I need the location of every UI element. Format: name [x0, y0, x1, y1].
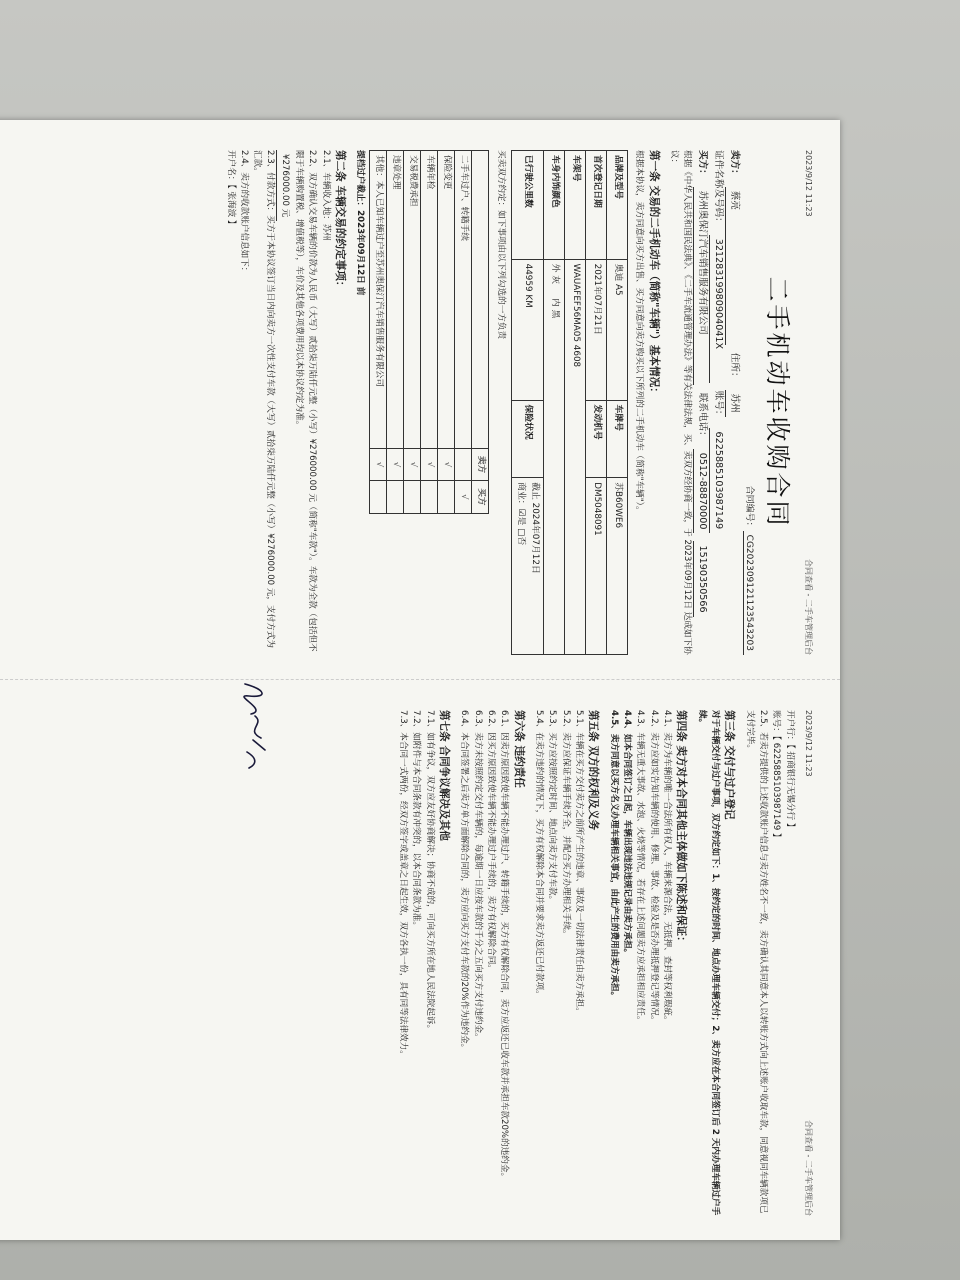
print-date: 2023/9/12 11:23: [804, 150, 813, 217]
page-header: [802, 710, 814, 1216]
page-header: [802, 150, 814, 655]
duties-header-item: [472, 151, 489, 449]
seller-acct-label: 账号：: [713, 390, 725, 420]
seller-id-label: 证件名称及号码：: [713, 150, 725, 227]
seller-id-row: [709, 150, 725, 655]
clause-2-2-amount: ¥276000.00 元: [276, 150, 290, 221]
engine-value: DM5048091: [586, 478, 607, 655]
vin-value: WAUAFEF56MA05 4608: [565, 259, 586, 654]
buyer-row: [693, 150, 709, 655]
clause-2-4: 2.4、卖方的收款账户信息如下：: [238, 150, 249, 276]
contract-page-2: [0, 680, 840, 1240]
article-4-title: 第四条 卖方对本合同其他主体做如下陈述和保证：: [675, 710, 688, 947]
seller-addr-label: 住所：: [728, 352, 740, 382]
clause-6-1: 6.1、因卖方原因致使车辆不能办理过户、转籍手续的，买方有权解除合同，卖方应返还已收车款并承担车款20%的违约金。: [499, 710, 510, 1182]
engine-label: 发动机号: [586, 400, 607, 478]
duty-seller-check: √: [421, 448, 438, 480]
seller-row: [725, 150, 741, 655]
plate-label: 车牌号: [607, 400, 628, 478]
article-3-title: 第三条 交付与过户登记: [723, 710, 736, 820]
duties-header-seller: 卖方: [472, 448, 489, 480]
clause-4-3: 4.3、车辆无重大事故、水泡、火烧等情况，若存在上述问题卖方应承担相应责任。: [635, 710, 646, 1025]
brand-label: 品牌及型号: [607, 151, 628, 260]
clause-5-4: 5.4、在卖方违约的情况下，买方有权解除本合同并要求卖方返还已付款项。: [534, 710, 545, 999]
header-source: 合同查看 - 二手车管理后台: [804, 1120, 813, 1216]
transfer-deadline: 提档过户截止：2023年09月12日 前: [355, 150, 366, 296]
buyer-mobile: 15190350566: [693, 541, 709, 616]
contract-title: 二手机动车收购合同: [762, 276, 792, 529]
clause-6-3: 6.3、卖方未按照约定交付车辆的，每逾期一日应按车款的千分之五向买方支付违约金。: [472, 710, 483, 1042]
contract-number-value: CG20230912112354320​3: [743, 531, 754, 655]
article-1-intro: 根据本协议，卖方同意向买方出售、买方同意向卖方购买以下所列的二手机动车（简称"车辆"）。: [634, 150, 645, 515]
color-exterior: 外 灰: [549, 263, 560, 284]
duties-table: [369, 150, 489, 514]
color-label: 车身内饰颜色: [544, 151, 565, 260]
table-row: [438, 151, 455, 514]
vin-label: 车架号: [565, 151, 586, 260]
buyer-label: 买方：: [697, 150, 709, 179]
contract-number: [741, 150, 755, 655]
clause-2-5: 2.5、若卖方提供的上述收款账户信息与卖方姓名不一致，卖方确认其同意本人以转账方式向上述账户收取车款，同意视同车辆款项已支付完毕。: [744, 710, 768, 1214]
duty-buyer-check: [421, 481, 438, 513]
table-row: [421, 151, 438, 514]
duty-seller-check: √: [387, 448, 404, 480]
clause-2-3: 2.3、付款方式：买方于本协议签订当日内向卖方一次性支付车款（大写）贰拾柒万陆仟元整（小写）¥276000.00 元，支付方式为汇款。: [252, 150, 276, 649]
duty-seller-check: √: [370, 448, 387, 480]
table-row: [404, 151, 421, 514]
reg-date-value: 2021年07月21日: [586, 259, 607, 400]
mileage-value: 44959 KM: [511, 259, 543, 400]
vehicle-info-table: [511, 150, 628, 655]
duty-item: 其他：本人已知车辆过户至苏州奥保汀汽车销售服务有限公司: [370, 151, 387, 449]
duties-intro: 买卖双方约定：如下事项由以下列勾选的一方负责: [495, 150, 506, 340]
clause-4-5: 4.5、卖方同意以买方名义办理车辆相关事宜，由此产生的费用由卖方承担。: [608, 710, 619, 1001]
print-date: 2023/9/12 11:23: [804, 710, 813, 777]
mileage-label: 已行驶公里数: [511, 151, 543, 260]
duty-buyer-check: [438, 481, 455, 513]
duty-item: 保险变更: [438, 151, 455, 449]
buyer-name: 苏州奥保汀汽车销售服务有限公司: [693, 187, 709, 385]
duty-item: 车辆年检: [421, 151, 438, 449]
duty-buyer-check: [370, 481, 387, 513]
clause-4-4: 4.4、如本合同签订之日起，车辆出现违法违规记录由卖方承担。: [621, 710, 632, 958]
seller-label: 卖方：: [728, 150, 740, 179]
brand-value: 奥迪 A5: [607, 259, 628, 400]
duty-item: 交易税费承担: [404, 151, 421, 449]
seller-acct: 622588510​3987149: [709, 428, 725, 534]
duty-seller-check: √: [404, 448, 421, 480]
insurance-value: [511, 478, 543, 655]
article-5-title: 第五条 双方的权利及义务: [587, 710, 600, 831]
intro-text: 根据《中华人民共和国民法典》、《二手车流通管理办法》等有关法律法规，买、卖双方经协商一致，于 2023年09月12日 达成如下协议：: [669, 150, 693, 655]
insurance-expiry: 截止 2024年07月12日: [530, 482, 540, 574]
table-row: [370, 151, 387, 514]
reg-date-label: 首次登记日期: [586, 151, 607, 260]
commercial-insurance: 商业：☑是 □否: [516, 482, 527, 546]
header-source: 合同查看 - 二手车管理后台: [804, 559, 813, 655]
duty-seller-check: √: [438, 448, 455, 480]
buyer-tel-label: 联系电话：: [697, 392, 709, 441]
contract-sheet: [0, 120, 840, 1240]
duty-buyer-check: √: [455, 481, 472, 513]
duty-item: 违章处理: [387, 151, 404, 449]
contract-number-label: 合同编号：: [743, 485, 754, 531]
clause-6-4: 6.4、本合同签署之后卖方单方面解除合同的，卖方应向买方支付车款的20%作为违约金。: [459, 710, 470, 1053]
clause-2-2: 2.2、双方确认交易车辆的价款为人民币（大写）贰拾柒万陆仟元整（小写）¥276000.00 元（简称"车款"）。车款为全款（包括但不限于车辆购置税、增值税等），车价及其他各项费用均以本协议约定为准。: [294, 150, 318, 652]
duty-buyer-check: [404, 481, 421, 513]
account-holder: 开户名：【 张海波 】: [225, 150, 236, 229]
article-7-title: 第七条 合同争议解决及其他: [438, 710, 451, 841]
duty-buyer-check: [387, 481, 404, 513]
article-2-title: 第二条 车辆交易的约定事项：: [334, 150, 347, 292]
clause-7-2: 7.2、如附件与本合同条款有冲突的，以本合同条款为准。: [411, 710, 422, 930]
clause-4-2: 4.2、卖方应如实告知车辆的使用、修理、事故、检验及是否办理抵押登记等情况。: [648, 710, 659, 1025]
bank-account: 账号：【 622588510​3987149 】: [771, 710, 782, 842]
duties-header-row: [472, 151, 489, 514]
seller-name: 蔡亮: [725, 187, 741, 345]
clause-5-1: 5.1、车辆在买方交付卖方之前所产生的违章、事故及一切法律责任由卖方承担。: [573, 710, 584, 1016]
table-row: [455, 151, 472, 514]
clause-7-1: 7.1、如有争议，双方应友好协商解决；协商不成的，可向买方所在地人民法院起诉。: [424, 710, 435, 1034]
article-6-title: 第六条 违约责任: [512, 710, 525, 788]
color-value: [544, 259, 565, 654]
insurance-label: 保险状况: [511, 400, 543, 478]
contract-page-1: [0, 120, 840, 680]
buyer-tel: 0512-88870000: [693, 449, 709, 534]
article-3-text: 对于车辆交付与过户事项，双方约定如下：1、按约定的时间、地点办理车辆交付；2、卖方应在本合同签订后 2 天内办理车辆过户手续。: [696, 710, 720, 1216]
plate-value: 苏B60WE6: [607, 478, 628, 655]
seller-id: 321283199809040​41X: [709, 235, 725, 383]
duties-header-buyer: 买方: [472, 481, 489, 513]
color-interior: 内 黑: [549, 297, 560, 319]
clause-5-3: 5.3、买方应按照约定时间、地点向卖方支付车款。: [547, 710, 558, 905]
clause-7-3: 7.3、本合同一式两份，经双方签字或盖章之日起生效，双方各执一份，具有同等法律效力。: [398, 710, 409, 1059]
seller-addr: 苏州: [725, 390, 741, 417]
duty-seller-check: [455, 448, 472, 480]
clause-5-2: 5.2、卖方应保证车辆手续齐全，并配合买方办理相关手续。: [560, 710, 571, 939]
duty-item: 二手车过户、转籍手续: [455, 151, 472, 449]
bank-name: 开户行：【 招商银行无锡分行 】: [784, 710, 795, 832]
table-row: [387, 151, 404, 514]
clause-2-1: 2.1、车辆收入地：苏州: [320, 150, 331, 242]
clause-6-2: 6.2、因买方原因致使车辆不能办理过户手续的，卖方有权解除合同。: [485, 710, 496, 973]
clause-4-1: 4.1、卖方为车辆的唯一合法所有权人，车辆来源合法，无抵押、查封等权利瑕疵。: [661, 710, 672, 1025]
article-1-title: 第一条 交易的二手机动车（简称"车辆"）基本情况：: [647, 150, 660, 398]
